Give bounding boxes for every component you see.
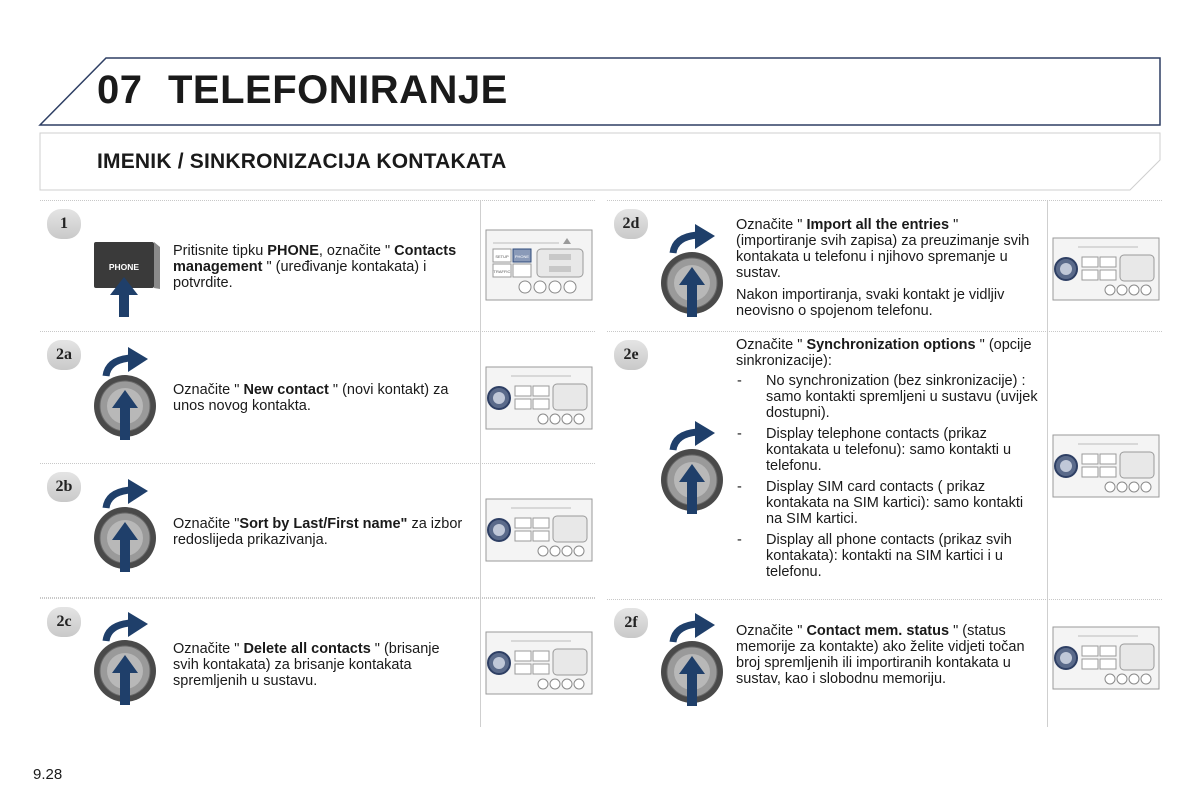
rotate-arrow-icon bbox=[128, 612, 148, 637]
step-badge: 2b bbox=[47, 472, 81, 502]
radio-unit-image bbox=[1052, 434, 1160, 500]
page-number: 9.28 bbox=[33, 766, 63, 783]
chapter-number: 07 bbox=[97, 68, 143, 112]
chapter-title: TELEFONIRANJE bbox=[168, 68, 508, 112]
radio-unit-image bbox=[485, 229, 593, 303]
step-2b-text: Označite "Sort by Last/First name" za izbor redoslijeda prikazivanja. bbox=[173, 516, 463, 548]
radio-unit-image bbox=[485, 366, 593, 432]
step-2c bbox=[40, 598, 595, 727]
radio-unit-panel bbox=[1047, 201, 1162, 331]
svg-text:PHONE: PHONE bbox=[514, 254, 530, 259]
knob-turn-press-illustration bbox=[88, 478, 168, 578]
rotate-arrow-icon bbox=[695, 421, 715, 446]
step-2d-note: Nakon importiranja, svaki kontakt je vidljiv neovisno o spojenom telefonu. bbox=[736, 287, 1005, 319]
step-2a-text: Označite " New contact " (novi kontakt) za unos novog kontakta. bbox=[173, 382, 449, 414]
step-2f-text: Označite " Contact mem. status " (status memorije za kontakte) ako želite vidjeti točan broj spremljenih ili importiranih kontakata u sustav, kao i slobodnu memoriju. bbox=[736, 623, 1025, 687]
knob-turn-press-illustration bbox=[88, 611, 168, 711]
list-item: - Display SIM card contacts ( prikaz kontakata na SIM kartici): samo kontakti na SIM kartici. bbox=[736, 479, 1041, 527]
step-badge: 2c bbox=[47, 607, 81, 637]
radio-unit-image bbox=[1052, 626, 1160, 692]
phone-button-press-illustration bbox=[88, 239, 168, 321]
radio-unit-image bbox=[1052, 237, 1160, 303]
radio-unit-image bbox=[485, 498, 593, 564]
step-badge: 2a bbox=[47, 340, 81, 370]
step-2f bbox=[607, 600, 1162, 727]
step-badge: 2e bbox=[614, 340, 648, 370]
svg-text:SETUP: SETUP bbox=[495, 254, 509, 259]
steps-column-right bbox=[607, 200, 1162, 727]
step-1 bbox=[40, 200, 595, 332]
step-badge: 1 bbox=[47, 209, 81, 239]
section-title: IMENIK / SINKRONIZACIJA KONTAKATA bbox=[97, 150, 507, 173]
step-2b bbox=[40, 464, 595, 598]
radio-unit-panel bbox=[1047, 332, 1162, 599]
rotate-arrow-icon bbox=[695, 613, 715, 638]
radio-unit-panel bbox=[1047, 600, 1162, 727]
step-badge: 2d bbox=[614, 209, 648, 239]
step-2c-text: Označite " Delete all contacts " (brisanje svih kontakata) za brisanje kontakata spremljenih u sustavu. bbox=[173, 641, 440, 689]
list-item: - Display telephone contacts (prikaz kontakata u telefonu): samo kontakti u telefonu. bbox=[736, 426, 1041, 474]
knob-turn-press-illustration bbox=[655, 420, 735, 520]
rotate-arrow-icon bbox=[695, 224, 715, 249]
knob-turn-press-illustration bbox=[655, 223, 735, 323]
steps-column-left bbox=[40, 200, 595, 727]
rotate-arrow-icon bbox=[128, 347, 148, 372]
knob-turn-press-illustration bbox=[88, 346, 168, 446]
step-badge: 2f bbox=[614, 608, 648, 638]
radio-unit-panel bbox=[480, 464, 595, 597]
step-2d bbox=[607, 200, 1162, 332]
list-item: - No synchronization (bez sinkronizacije) : samo kontakti spremljeni u sustavu (uvijek dostupni). bbox=[736, 373, 1041, 421]
knob-turn-press-illustration bbox=[655, 612, 735, 712]
radio-unit-panel bbox=[480, 599, 595, 727]
sync-options-list bbox=[736, 373, 1041, 580]
list-item: - Display all phone contacts (prikaz svih kontakata): kontakti na SIM kartici i u telefonu. bbox=[736, 532, 1041, 580]
rotate-arrow-icon bbox=[128, 479, 148, 504]
radio-unit-image bbox=[485, 631, 593, 697]
svg-text:TRAFFIC: TRAFFIC bbox=[493, 269, 511, 274]
step-1-text: Pritisnite tipku PHONE, označite " Contacts management " (uređivanje kontakata) i potvrdite. bbox=[173, 243, 457, 291]
step-2a bbox=[40, 332, 595, 464]
phone-button-label: PHONE bbox=[108, 262, 140, 272]
step-2e bbox=[607, 332, 1162, 600]
radio-unit-panel bbox=[480, 332, 595, 463]
step-2d-text: Označite " Import all the entries " (importiranje svih zapisa) za preuzimanje svih kontakata u telefonu i njihovo spremanje u sustav. Nakon importiranja, svaki kontakt je vidljiv neovisno o spojenom telefonu. bbox=[736, 217, 1041, 325]
step-2e-text: Označite " Synchronization options " (opcije sinkronizacije): - No synchronization (bez sinkronizacije) : samo kontakti spremljeni u sustavu (uvijek dostupni). - Display telephone contacts (prikaz kontakata u telefonu): samo kontakti u telefonu. - Display SIM card contacts ( prikaz kontakata na SIM kartici): samo kontakti na SIM kartici. - Display all phone contacts (prikaz svih kontakata): kontakti na SIM kartici i u telefonu. bbox=[736, 337, 1041, 585]
radio-unit-panel bbox=[480, 201, 595, 331]
